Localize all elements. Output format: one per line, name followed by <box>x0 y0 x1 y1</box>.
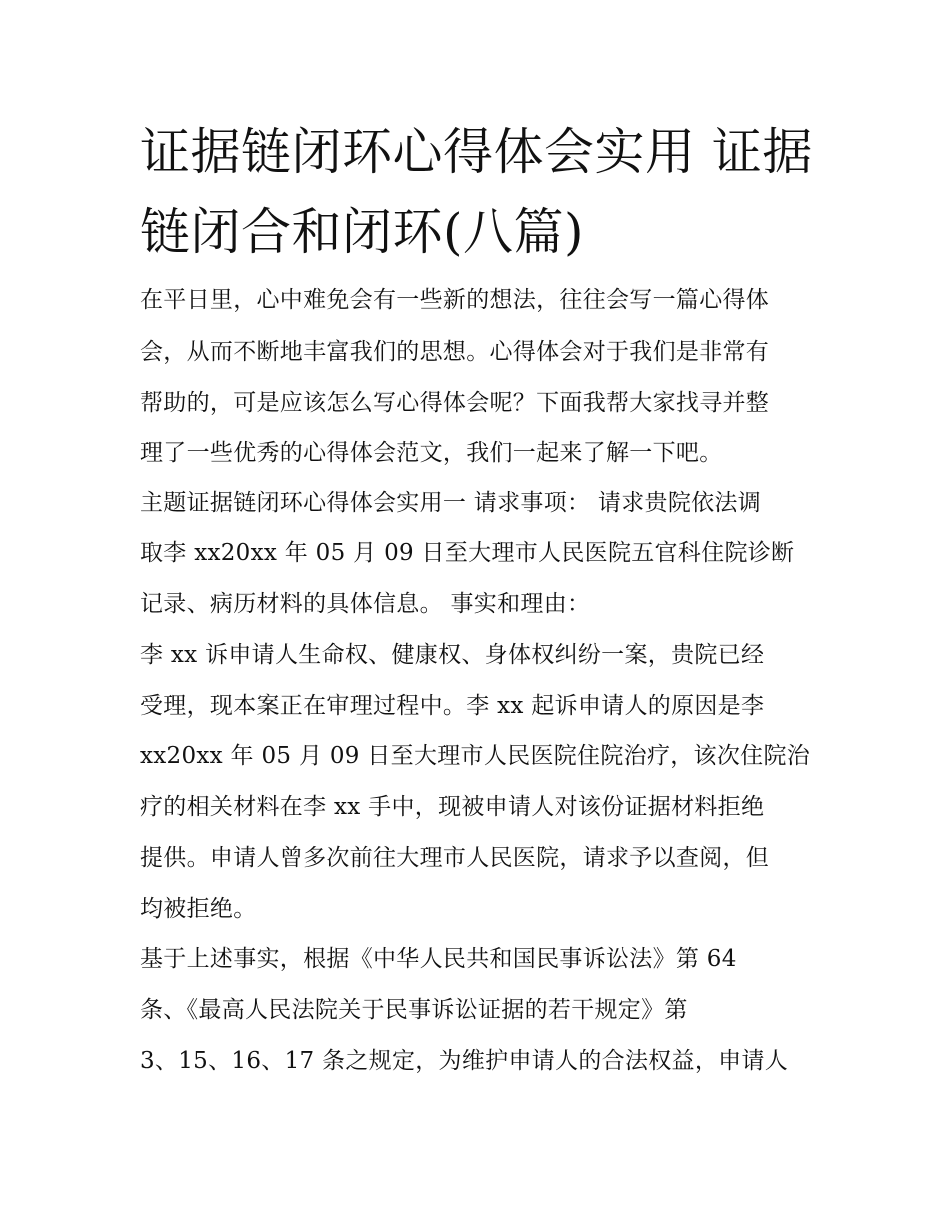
body-line: xx20xx 年 05 月 09 日至大理市人民医院住院治疗，该次住院治 <box>140 743 811 769</box>
body-line: 基于上述事实，根据《中华人民共和国民事诉讼法》第 64 <box>140 946 737 972</box>
body-line: 提供。申请人曾多次前往大理市人民医院，请求予以查阅，但 <box>140 845 770 871</box>
body-line: 主题证据链闭环心得体会实用一 请求事项： 请求贵院依法调 <box>140 490 762 516</box>
body-line: 受理，现本案正在审理过程中。李 xx 起诉申请人的原因是李 <box>140 693 765 719</box>
body-line: 疗的相关材料在李 xx 手中，现被申请人对该份证据材料拒绝 <box>140 794 765 820</box>
body-line: 记录、病历材料的具体信息。 事实和理由： <box>140 591 591 617</box>
body-line: 理了一些优秀的心得体会范文，我们一起来了解一下吧。 <box>140 440 723 466</box>
document-title: 证据链闭环心得体会实用 证据链闭合和闭环(八篇) <box>140 123 813 261</box>
body-line: 取李 xx20xx 年 05 月 09 日至大理市人民医院五官科住院诊断 <box>140 540 795 566</box>
body-line: 均被拒绝。 <box>140 896 257 922</box>
body-line: 条、《最高人民法院关于民事诉讼证据的若干规定》第 <box>140 997 688 1023</box>
body-line: 李 xx 诉申请人生命权、健康权、身体权纠纷一案，贵院已经 <box>140 642 765 668</box>
body-line: 3、15、16、17 条之规定，为维护申请人的合法权益，申请人 <box>140 1048 789 1074</box>
body-line: 帮助的，可是应该怎么写心得体会呢？下面我帮大家找寻并整 <box>140 390 770 416</box>
body-line: 在平日里，心中难免会有一些新的想法，往往会写一篇心得体 <box>140 287 770 313</box>
body-line: 会，从而不断地丰富我们的思想。心得体会对于我们是非常有 <box>140 339 770 365</box>
